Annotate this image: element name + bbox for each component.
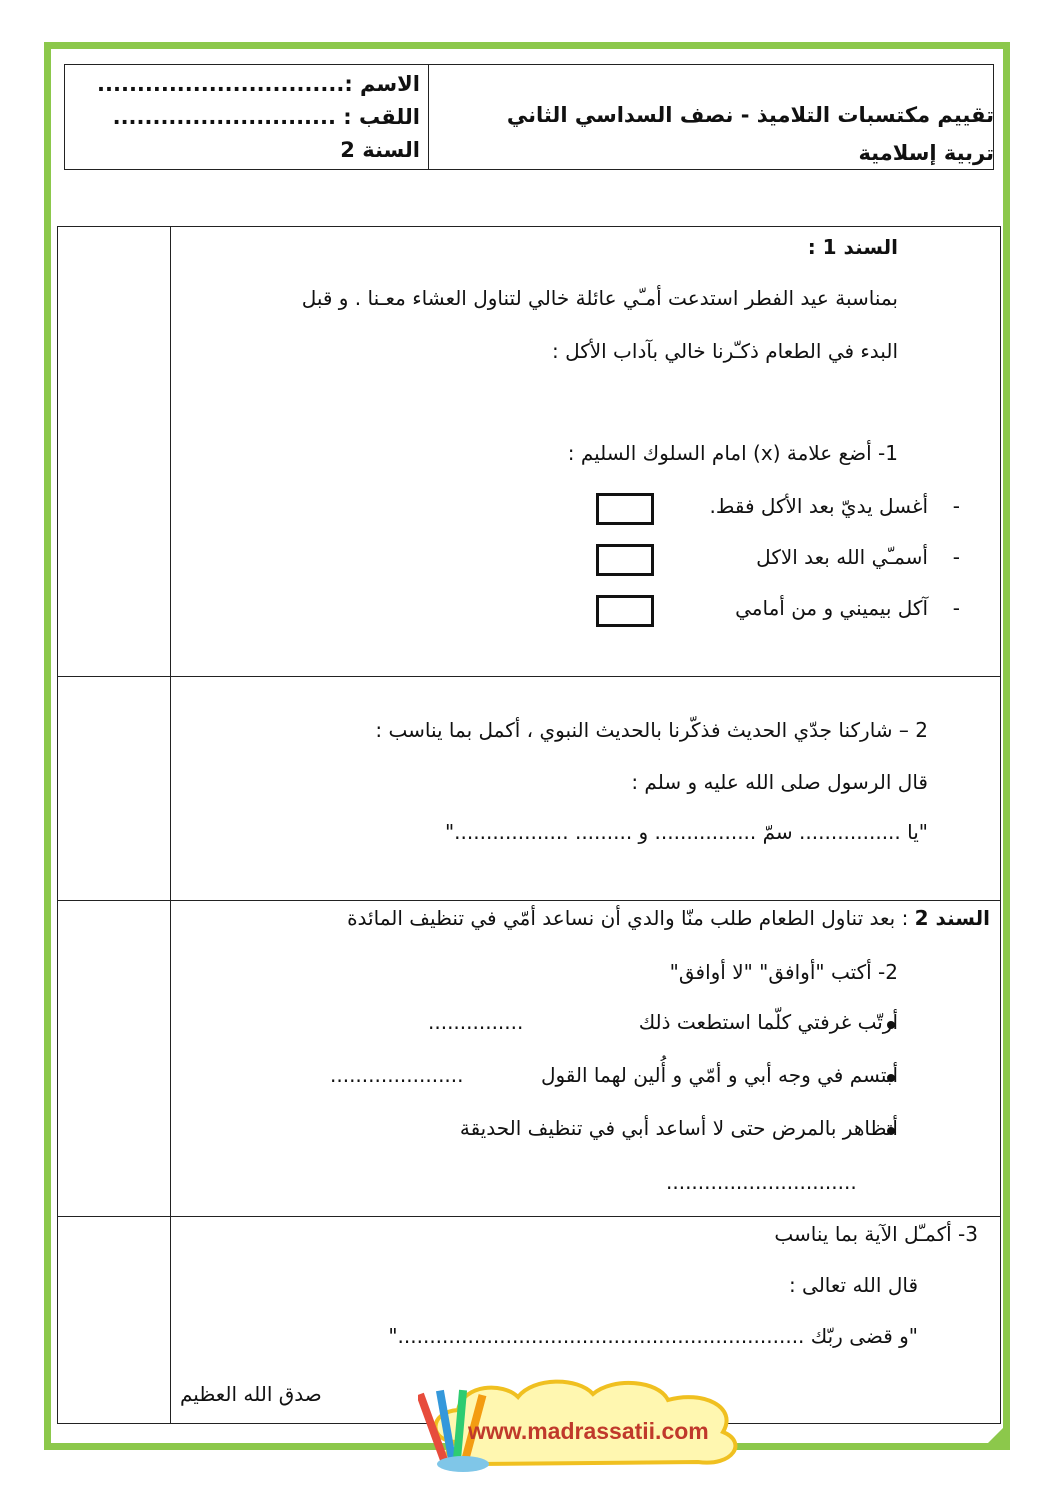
checkbox-1[interactable] xyxy=(596,493,654,525)
checkbox-3[interactable] xyxy=(596,595,654,627)
agree-answer-2[interactable]: ..................... xyxy=(330,1063,464,1087)
row-divider-3 xyxy=(57,1216,1001,1217)
hadith-fill-blank[interactable]: "يا ................ سمّ ................ و ......... .................." xyxy=(444,820,928,844)
document-1-line2: البدء في الطعام ذكـّرنا خالي بآداب الأكل : xyxy=(551,339,898,363)
document-1-title: السند 1 : xyxy=(807,235,898,259)
behaviour-item-2: أسمـّي الله بعد الاكل xyxy=(756,545,928,569)
agree-answer-3[interactable]: .............................. xyxy=(666,1170,857,1194)
row-divider-1 xyxy=(57,676,1001,677)
agree-item-2: أبتسم في وجه أبي و أمّي و أُلين لهما القول xyxy=(540,1063,898,1087)
exam-title: تقييم مكتسبات التلاميذ - نصف السداسي الثاني xyxy=(506,103,994,127)
checkbox-2[interactable] xyxy=(596,544,654,576)
document-1-line1: بمناسبة عيد الفطر استدعت أمـّي عائلة خالي لتناول العشاء معـنا . و قبل xyxy=(301,286,898,310)
item-dash: - xyxy=(952,545,960,569)
header-divider xyxy=(428,64,429,170)
item-dash: - xyxy=(952,596,960,620)
question-agree: 2- أكتب "أوافق" "لا أوافق" xyxy=(669,960,898,984)
agree-item-1: أرتّب غرفتي كلّما استطعت ذلك xyxy=(638,1010,898,1034)
verse-fill-blank[interactable]: "و قضى ربّك ................................................................" xyxy=(388,1324,918,1348)
document-2-text: : بعد تناول الطعام طلب منّا والدي أن نساعد أمّي في تنظيف المائدة xyxy=(347,906,915,930)
name-field[interactable]: الاسم :............................... xyxy=(97,72,420,96)
subject-title: تربية إسلامية xyxy=(858,141,994,165)
question-2-hadith: 2 – شاركنا جدّي الحديث فذكّرنا بالحديث النبوي ، أكمل بما يناسب : xyxy=(375,718,928,742)
grade-column-divider xyxy=(170,226,171,1424)
verse-intro: قال الله تعالى : xyxy=(788,1273,918,1297)
surname-field[interactable]: اللقب : ............................ xyxy=(112,105,420,129)
verse-closing: صدق الله العظيم xyxy=(180,1382,322,1406)
row-divider-2 xyxy=(57,900,1001,901)
year-label: السنة 2 xyxy=(340,138,420,162)
document-2-title: السند 2 xyxy=(914,906,990,930)
hadith-intro: قال الرسول صلى الله عليه و سلم : xyxy=(631,770,928,794)
document-2-line xyxy=(347,906,990,930)
question-3-verse: 3- أكمـّل الآية بما يناسب xyxy=(774,1222,978,1246)
question-1: 1- أضع علامة (x) امام السلوك السليم : xyxy=(567,441,898,465)
website-link[interactable]: www.madrassatii.com xyxy=(468,1418,709,1444)
behaviour-item-1: أغسل يديّ بعد الأكل فقط. xyxy=(709,494,928,518)
agree-item-3: أتظاهر بالمرض حتى لا أساعد أبي في تنظيف الحديقة xyxy=(459,1116,898,1140)
agree-answer-1[interactable]: ............... xyxy=(428,1010,524,1034)
border-corner-decoration xyxy=(984,1421,1010,1447)
item-dash: - xyxy=(952,494,960,518)
behaviour-item-3: آكل بيميني و من أمامي xyxy=(735,596,928,620)
